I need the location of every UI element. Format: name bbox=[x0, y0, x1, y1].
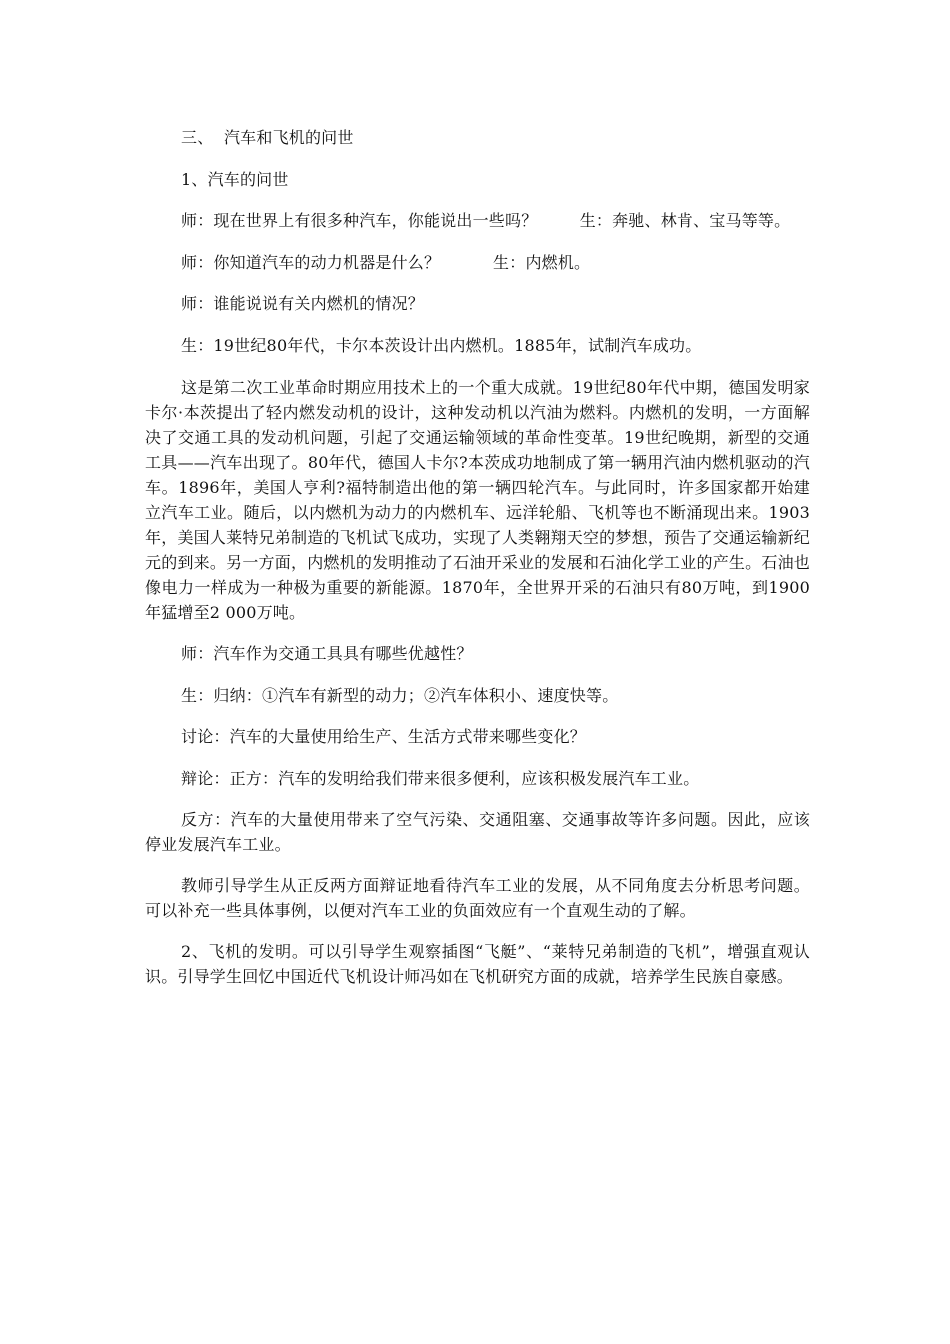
discussion-line: 讨论：汽车的大量使用给生产、生活方式带来哪些变化？ bbox=[181, 727, 587, 746]
body-paragraph: 2、飞机的发明。可以引导学生观察插图“飞艇”、“莱特兄弟制造的飞机”，增强直观认识。引导学生回忆中国近代飞机设计师冯如在飞机研究方面的成就，培养学生民族自豪感。 bbox=[145, 942, 810, 986]
dialogue-line: 师：汽车作为交通工具具有哪些优越性？ bbox=[181, 644, 473, 663]
debate-line: 辩论：正方：汽车的发明给我们带来很多便利，应该积极发展汽车工业。 bbox=[181, 768, 700, 788]
debate-line: 反方：汽车的大量使用带来了空气污染、交通阻塞、交通事故等许多问题。因此，应该停业发展汽车工业。 bbox=[145, 810, 810, 854]
body-paragraph: 这是第二次工业革命时期应用技术上的一个重大成就。19世纪80年代中期，德国发明家卡尔·本茨提出了轻内燃发动机的设计，这种发动机以汽油为燃料。内燃机的发明，一方面解决了交通工具的发动机问题，引起了交通运输领域的革命性变革。19世纪晚期，新型的交通工具——汽车出现了。80年代，德国人卡尔?本茨成功地制成了第一辆用汽油内燃机驱动的汽车。1896年，美国人亨利?福特制造出他的第一辆四轮汽车。与此同时，许多国家都开始建立汽车工业。随后，以内燃机为动力的内燃机车、远洋轮船、飞机等也不断涌现出来。1903年，美国人莱特兄弟制造的飞机试飞成功，实现了人类翱翔天空的梦想，预告了交通运输新纪元的到来。另一方面，内燃机的发明推动了石油开采业的发展和石油化学工业的产生。石油也像电力一样成为一种极为重要的新能源。1870年，全世界开采的石油只有80万吨，到1900年猛增至2 000万吨。 bbox=[145, 378, 810, 622]
section-heading: 三、 汽车和飞机的问世 bbox=[181, 128, 354, 147]
dialogue-line: 师：你知道汽车的动力机器是什么？ 生：内燃机。 bbox=[181, 252, 591, 272]
document-body bbox=[145, 126, 810, 1006]
dialogue-line: 师：现在世界上有很多种汽车，你能说出一些吗？ 生：奔驰、林肯、宝马等等。 bbox=[181, 211, 791, 230]
dialogue-line: 生：19世纪80年代，卡尔本茨设计出内燃机。1885年，试制汽车成功。 bbox=[181, 335, 702, 355]
dialogue-line: 师：谁能说说有关内燃机的情况？ bbox=[181, 294, 425, 313]
subsection-heading: 1、汽车的问世 bbox=[181, 169, 289, 189]
dialogue-line: 生：归纳：①汽车有新型的动力；②汽车体积小、速度快等。 bbox=[181, 685, 619, 705]
body-paragraph: 教师引导学生从正反两方面辩证地看待汽车工业的发展，从不同角度去分析思考问题。可以补充一些具体事例，以便对汽车工业的负面效应有一个直观生动的了解。 bbox=[145, 876, 810, 920]
